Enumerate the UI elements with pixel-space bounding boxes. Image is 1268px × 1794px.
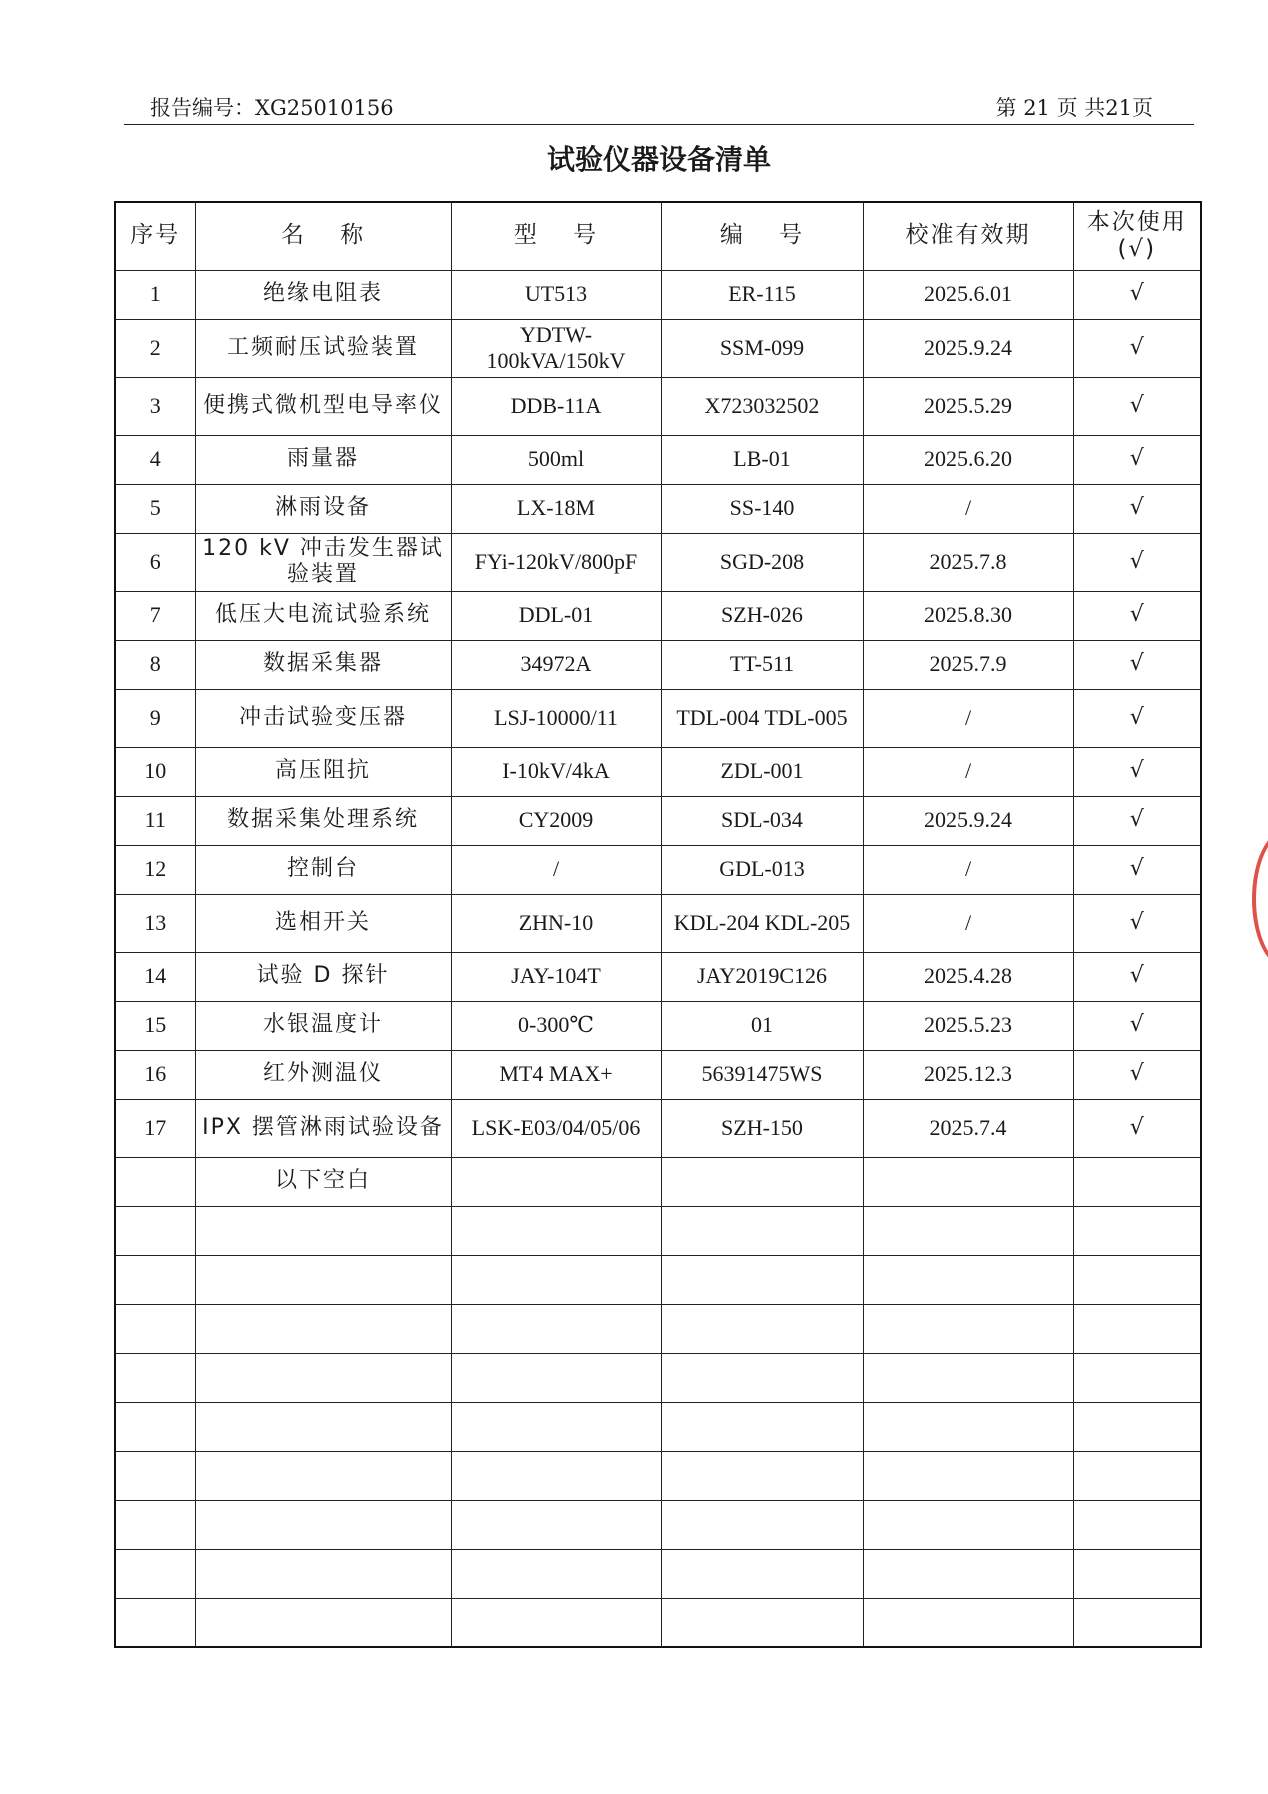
cell-valid: 2025.7.4 xyxy=(863,1099,1073,1157)
cell-valid: / xyxy=(863,689,1073,747)
blank-cell xyxy=(661,1451,863,1500)
cell-valid: / xyxy=(863,747,1073,796)
table-row xyxy=(115,533,1201,591)
table-row xyxy=(115,952,1201,1001)
table-row xyxy=(115,640,1201,689)
cell-model: LSJ-10000/11 xyxy=(451,689,661,747)
cell-valid: 2025.4.28 xyxy=(863,952,1073,1001)
blank-cell xyxy=(195,1500,451,1549)
blank-cell xyxy=(115,1353,195,1402)
cell-used: √ xyxy=(1073,270,1201,319)
cell-code: ZDL-001 xyxy=(661,747,863,796)
cell-name: 试验 D 探针 xyxy=(195,952,451,1001)
cell-no: 8 xyxy=(115,640,195,689)
cell-code: 01 xyxy=(661,1001,863,1050)
cell-model: MT4 MAX+ xyxy=(451,1050,661,1099)
cell-no: 3 xyxy=(115,377,195,435)
cell-used: √ xyxy=(1073,533,1201,591)
cell-model: I-10kV/4kA xyxy=(451,747,661,796)
blank-cell xyxy=(451,1549,661,1598)
cell-name: 数据采集处理系统 xyxy=(195,796,451,845)
cell-used: √ xyxy=(1073,640,1201,689)
cell-code: SS-140 xyxy=(661,484,863,533)
table-row xyxy=(115,377,1201,435)
cell-valid: 2025.8.30 xyxy=(863,591,1073,640)
cell-valid: 2025.12.3 xyxy=(863,1050,1073,1099)
cell-name: 红外测温仪 xyxy=(195,1050,451,1099)
blank-cell xyxy=(195,1206,451,1255)
table-row xyxy=(115,591,1201,640)
cell-name: IPX 摆管淋雨试验设备 xyxy=(195,1099,451,1157)
cell-code: SZH-150 xyxy=(661,1099,863,1157)
cell-valid xyxy=(863,1157,1073,1206)
cell-model: 0-300℃ xyxy=(451,1001,661,1050)
cell-code: SDL-034 xyxy=(661,796,863,845)
table-row xyxy=(115,796,1201,845)
blank-cell xyxy=(1073,1206,1201,1255)
cell-valid: / xyxy=(863,894,1073,952)
blank-cell xyxy=(451,1255,661,1304)
cell-model: JAY-104T xyxy=(451,952,661,1001)
seal-stamp xyxy=(1252,830,1268,968)
blank-cell xyxy=(195,1255,451,1304)
blank-cell xyxy=(115,1500,195,1549)
cell-code: SGD-208 xyxy=(661,533,863,591)
cell-no: 10 xyxy=(115,747,195,796)
table-header-row xyxy=(115,202,1201,270)
cell-no: 13 xyxy=(115,894,195,952)
equipment-table xyxy=(114,201,1202,1648)
table-row xyxy=(115,484,1201,533)
cell-name: 选相开关 xyxy=(195,894,451,952)
blank-cell xyxy=(661,1402,863,1451)
blank-row xyxy=(115,1549,1201,1598)
blank-cell xyxy=(863,1304,1073,1353)
blank-cell xyxy=(661,1549,863,1598)
cell-code: SZH-026 xyxy=(661,591,863,640)
cell-no: 14 xyxy=(115,952,195,1001)
table-row xyxy=(115,689,1201,747)
cell-name: 便携式微机型电导率仪 xyxy=(195,377,451,435)
cell-code: GDL-013 xyxy=(661,845,863,894)
cell-valid: 2025.5.29 xyxy=(863,377,1073,435)
report-number: 报告编号：XG25010156 xyxy=(150,96,394,120)
blank-cell xyxy=(1073,1304,1201,1353)
cell-used: √ xyxy=(1073,591,1201,640)
cell-name: 工频耐压试验装置 xyxy=(195,319,451,377)
cell-model: ZHN-10 xyxy=(451,894,661,952)
blank-row xyxy=(115,1598,1201,1647)
blank-cell xyxy=(1073,1500,1201,1549)
blank-cell xyxy=(451,1598,661,1647)
cell-name: 低压大电流试验系统 xyxy=(195,591,451,640)
cell-used: √ xyxy=(1073,484,1201,533)
cell-no: 4 xyxy=(115,435,195,484)
cell-code: TT-511 xyxy=(661,640,863,689)
table-row xyxy=(115,435,1201,484)
blank-cell xyxy=(661,1598,863,1647)
cell-name: 控制台 xyxy=(195,845,451,894)
cell-model: LX-18M xyxy=(451,484,661,533)
blank-cell xyxy=(661,1304,863,1353)
blank-cell xyxy=(863,1549,1073,1598)
cell-no: 15 xyxy=(115,1001,195,1050)
cell-valid: / xyxy=(863,845,1073,894)
cell-no: 12 xyxy=(115,845,195,894)
blank-row xyxy=(115,1402,1201,1451)
cell-used: √ xyxy=(1073,1050,1201,1099)
col-header-no: 序号 xyxy=(115,202,195,270)
blank-cell xyxy=(115,1549,195,1598)
cell-used: √ xyxy=(1073,435,1201,484)
cell-used: √ xyxy=(1073,377,1201,435)
cell-name: 高压阻抗 xyxy=(195,747,451,796)
blank-row xyxy=(115,1304,1201,1353)
blank-cell xyxy=(115,1304,195,1353)
cell-no: 11 xyxy=(115,796,195,845)
blank-cell xyxy=(451,1500,661,1549)
cell-name: 以下空白 xyxy=(195,1157,451,1206)
blank-cell xyxy=(115,1451,195,1500)
cell-used: √ xyxy=(1073,894,1201,952)
col-header-valid: 校准有效期 xyxy=(863,202,1073,270)
blank-cell xyxy=(115,1255,195,1304)
cell-used: √ xyxy=(1073,1001,1201,1050)
cell-no: 1 xyxy=(115,270,195,319)
cell-no: 2 xyxy=(115,319,195,377)
cell-code: JAY2019C126 xyxy=(661,952,863,1001)
blank-cell xyxy=(195,1451,451,1500)
cell-name: 淋雨设备 xyxy=(195,484,451,533)
col-header-name: 名 称 xyxy=(195,202,451,270)
blank-cell xyxy=(863,1402,1073,1451)
cell-valid: 2025.5.23 xyxy=(863,1001,1073,1050)
cell-code: ER-115 xyxy=(661,270,863,319)
col-header-used: 本次使用 (√) xyxy=(1073,202,1201,270)
page-indicator: 第 21 页 共21页 xyxy=(995,96,1153,120)
col-header-model: 型 号 xyxy=(451,202,661,270)
cell-name: 120 kV 冲击发生器试验装置 xyxy=(195,533,451,591)
blank-cell xyxy=(661,1255,863,1304)
table-row xyxy=(115,1099,1201,1157)
blank-cell xyxy=(863,1255,1073,1304)
table-body xyxy=(115,270,1201,1647)
cell-model xyxy=(451,1157,661,1206)
cell-name: 数据采集器 xyxy=(195,640,451,689)
blank-cell xyxy=(451,1402,661,1451)
blank-cell xyxy=(1073,1598,1201,1647)
cell-model: YDTW-100kVA/150kV xyxy=(451,319,661,377)
cell-model: CY2009 xyxy=(451,796,661,845)
blank-row xyxy=(115,1353,1201,1402)
cell-no: 7 xyxy=(115,591,195,640)
cell-model: 500ml xyxy=(451,435,661,484)
blank-cell xyxy=(195,1304,451,1353)
cell-name: 绝缘电阻表 xyxy=(195,270,451,319)
table-row xyxy=(115,1050,1201,1099)
cell-model: DDB-11A xyxy=(451,377,661,435)
blank-cell xyxy=(451,1206,661,1255)
blank-cell xyxy=(195,1353,451,1402)
table-row xyxy=(115,845,1201,894)
cell-valid: 2025.7.8 xyxy=(863,533,1073,591)
table-row xyxy=(115,270,1201,319)
cell-no: 17 xyxy=(115,1099,195,1157)
blank-row xyxy=(115,1255,1201,1304)
cell-name: 水银温度计 xyxy=(195,1001,451,1050)
blank-cell xyxy=(451,1451,661,1500)
blank-cell xyxy=(863,1206,1073,1255)
header-divider xyxy=(124,124,1194,125)
cell-valid: / xyxy=(863,484,1073,533)
blank-cell xyxy=(195,1598,451,1647)
cell-used: √ xyxy=(1073,845,1201,894)
page-title: 试验仪器设备清单 xyxy=(546,143,771,176)
cell-valid: 2025.9.24 xyxy=(863,796,1073,845)
cell-no: 16 xyxy=(115,1050,195,1099)
cell-model: FYi-120kV/800pF xyxy=(451,533,661,591)
cell-valid: 2025.6.20 xyxy=(863,435,1073,484)
table-row xyxy=(115,747,1201,796)
cell-name: 冲击试验变压器 xyxy=(195,689,451,747)
cell-model: UT513 xyxy=(451,270,661,319)
cell-used: √ xyxy=(1073,796,1201,845)
blank-cell xyxy=(115,1206,195,1255)
blank-row xyxy=(115,1206,1201,1255)
cell-model: LSK-E03/04/05/06 xyxy=(451,1099,661,1157)
blank-cell xyxy=(115,1402,195,1451)
cell-valid: 2025.7.9 xyxy=(863,640,1073,689)
table-row xyxy=(115,1157,1201,1206)
blank-cell xyxy=(1073,1451,1201,1500)
blank-cell xyxy=(451,1353,661,1402)
cell-no: 5 xyxy=(115,484,195,533)
blank-cell xyxy=(451,1304,661,1353)
cell-used: √ xyxy=(1073,1099,1201,1157)
blank-cell xyxy=(863,1500,1073,1549)
cell-code: LB-01 xyxy=(661,435,863,484)
blank-cell xyxy=(115,1598,195,1647)
cell-no: 9 xyxy=(115,689,195,747)
table-row xyxy=(115,894,1201,952)
cell-code: TDL-004 TDL-005 xyxy=(661,689,863,747)
blank-cell xyxy=(863,1451,1073,1500)
blank-row xyxy=(115,1451,1201,1500)
cell-used xyxy=(1073,1157,1201,1206)
cell-model: / xyxy=(451,845,661,894)
blank-cell xyxy=(1073,1549,1201,1598)
cell-name: 雨量器 xyxy=(195,435,451,484)
blank-cell xyxy=(1073,1353,1201,1402)
cell-used: √ xyxy=(1073,689,1201,747)
blank-cell xyxy=(195,1549,451,1598)
table-row xyxy=(115,319,1201,377)
blank-row xyxy=(115,1500,1201,1549)
col-header-code: 编 号 xyxy=(661,202,863,270)
blank-cell xyxy=(863,1353,1073,1402)
cell-valid: 2025.9.24 xyxy=(863,319,1073,377)
cell-valid: 2025.6.01 xyxy=(863,270,1073,319)
blank-cell xyxy=(863,1598,1073,1647)
cell-code: 56391475WS xyxy=(661,1050,863,1099)
cell-model: 34972A xyxy=(451,640,661,689)
blank-cell xyxy=(1073,1255,1201,1304)
cell-used: √ xyxy=(1073,747,1201,796)
cell-code xyxy=(661,1157,863,1206)
cell-code: KDL-204 KDL-205 xyxy=(661,894,863,952)
cell-used: √ xyxy=(1073,952,1201,1001)
blank-cell xyxy=(195,1402,451,1451)
cell-code: SSM-099 xyxy=(661,319,863,377)
cell-model: DDL-01 xyxy=(451,591,661,640)
cell-used: √ xyxy=(1073,319,1201,377)
blank-cell xyxy=(661,1500,863,1549)
blank-cell xyxy=(661,1206,863,1255)
blank-cell xyxy=(1073,1402,1201,1451)
blank-cell xyxy=(661,1353,863,1402)
table-row xyxy=(115,1001,1201,1050)
cell-no: 6 xyxy=(115,533,195,591)
cell-no xyxy=(115,1157,195,1206)
cell-code: X723032502 xyxy=(661,377,863,435)
